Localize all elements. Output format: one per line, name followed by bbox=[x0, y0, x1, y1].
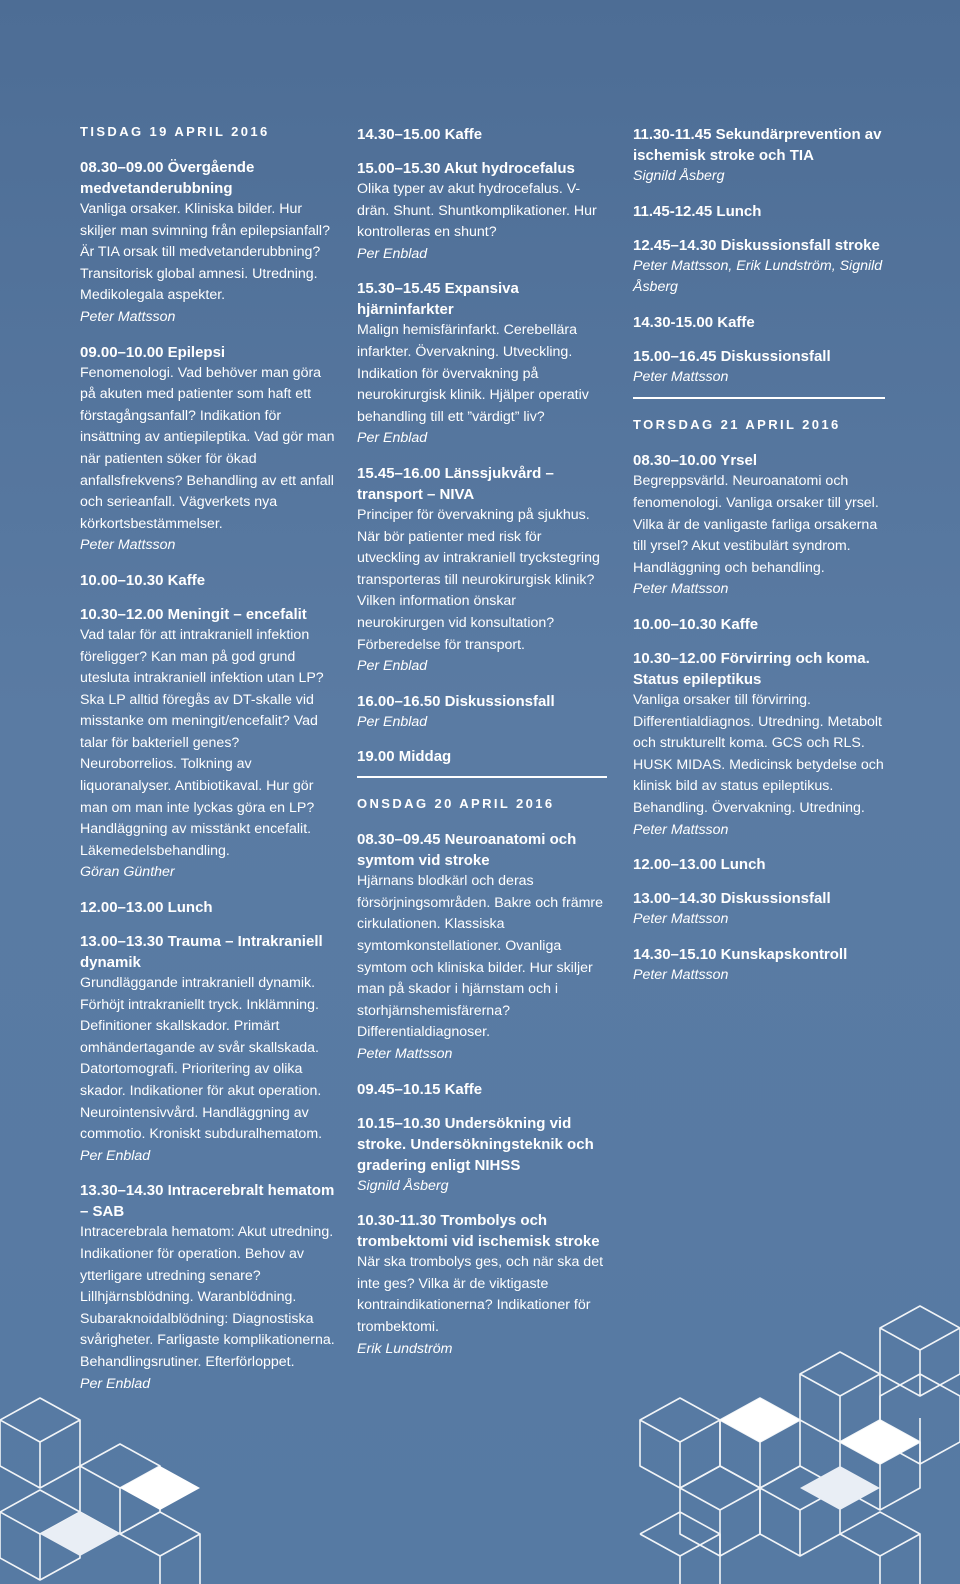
session-title: 11.45-12.45 Lunch bbox=[633, 202, 762, 220]
session-item bbox=[357, 746, 607, 767]
session-description: Principer för övervakning på sjukhus. När bör patienter med risk för utveckling av intrakraniell tryckstegring transporteras till neurokirurgisk klinik? Vilken information önskar neurokirurgen vid konsultation? Förberedelse för transport. bbox=[357, 506, 600, 653]
session-title: 09.45–10.15 Kaffe bbox=[357, 1080, 483, 1098]
session-title: 12.45–14.30 Diskussionsfall stroke bbox=[633, 236, 880, 254]
session-title: 14.30-15.00 Kaffe bbox=[633, 313, 755, 331]
session-title: 08.30–09.00 Övergående medvetanderubbning bbox=[80, 159, 255, 197]
session-item bbox=[633, 614, 885, 635]
session-speaker: Peter Mattsson bbox=[633, 821, 729, 838]
session-speaker: Peter Mattsson bbox=[80, 308, 176, 325]
session-speaker: Peter Mattsson bbox=[633, 911, 729, 928]
session-item bbox=[80, 931, 335, 1167]
session-title: 13.00–14.30 Diskussionsfall bbox=[633, 890, 831, 908]
session-item bbox=[633, 648, 885, 841]
session-title: 15.30–15.45 Expansiva hjärninfarkter bbox=[357, 280, 519, 319]
session-title: 15.00–16.45 Diskussionsfall bbox=[633, 347, 831, 365]
session-item bbox=[80, 157, 335, 329]
session-description: Vad talar för att intrakraniell infektion föreligger? Kan man på god grund utesluta intrakraniell infektion utan LP? Ska LP alltid föregås av DT-skalle vid misstanke om meningit/encefalit? Vad talar för bakteriell genes? Neuroborrelios. Tolkning av liquoranalyser. Antibiotikaval. Hur gör man om man inte lyckas göra en LP? Handläggning av misstänkt encefalit. Läkemedelsbehandling. bbox=[80, 626, 324, 859]
session-item bbox=[633, 312, 885, 333]
session-speaker: Signild Åsberg bbox=[357, 1177, 449, 1194]
session-speaker: Per Enblad bbox=[80, 1147, 151, 1164]
session-item bbox=[80, 342, 335, 557]
session-item bbox=[633, 944, 885, 987]
session-item bbox=[633, 235, 885, 299]
session-item bbox=[633, 888, 885, 931]
session-item bbox=[357, 158, 607, 265]
session-title: 10.30–12.00 Förvirring och koma. Status epileptikus bbox=[633, 649, 870, 688]
session-item bbox=[80, 897, 335, 918]
session-speaker: Peter Mattsson bbox=[633, 581, 729, 598]
session-description: Malign hemisfärinfarkt. Cerebellära infarkter. Övervakning. Utveckling. Indikation för övervakning på neurokirurgisk klinik. Hjälper operativ behandling till ett ”värdigt” liv? bbox=[357, 322, 589, 425]
session-title: 10.30–12.00 Meningit – encefalit bbox=[80, 605, 307, 623]
session-title: 10.00–10.30 Kaffe bbox=[633, 615, 759, 633]
session-description: Hjärnans blodkärl och deras försörjningsområden. Bakre och främre cirkulationen. Klassiska symtomkonstellationer. Ovanliga symtom och kliniska bilder. Hur skiljer man på skador i hjärnstam och i storhjärnshemisfärerna? Differentialdiagnoser. bbox=[357, 873, 604, 1041]
session-speaker: Per Enblad bbox=[80, 1375, 151, 1392]
session-description: Fenomenologi. Vad behöver man göra på akuten med patienter som haft ett förstagångsanfall? Indikation för insättning av antiepileptika. Vad gör man när patienten söker för ökad anfallsfrekvens? Behandling av ett anfall och serieanfall. Vägverkets nya körkortsbestämmelser. bbox=[80, 364, 335, 532]
session-title: 08.30–09.45 Neuroanatomi och symtom vid stroke bbox=[357, 831, 577, 870]
session-title: 13.30–14.30 Intracerebralt hematom – SAB bbox=[80, 1182, 335, 1221]
session-title: 15.00–15.30 Akut hydrocefalus bbox=[357, 160, 575, 177]
session-speaker: Per Enblad bbox=[357, 713, 428, 730]
day-heading: ONSDAG 20 APRIL 2016 bbox=[357, 796, 555, 812]
session-speaker: Peter Mattsson bbox=[80, 537, 176, 554]
session-item bbox=[357, 1113, 607, 1198]
session-speaker: Per Enblad bbox=[357, 245, 428, 262]
session-item bbox=[633, 346, 885, 389]
session-title: 12.00–13.00 Lunch bbox=[633, 856, 766, 874]
session-description: Vanliga orsaker. Kliniska bilder. Hur skiljer man svimning från epilepsianfall? Är TIA orsak till medvetanderubbning? Transitorisk global amnesi. Utredning. Medikolegala aspekter. bbox=[80, 201, 330, 304]
session-speaker: Erik Lundström bbox=[357, 1340, 453, 1357]
session-item bbox=[357, 463, 607, 678]
column-tuesday bbox=[80, 124, 335, 1408]
section-divider bbox=[357, 776, 607, 778]
session-speaker: Signild Åsberg bbox=[633, 168, 725, 184]
session-item bbox=[357, 124, 607, 145]
session-title: 10.15–10.30 Undersökning vid stroke. Undersökningsteknik och gradering enligt NIHSS bbox=[357, 1114, 594, 1174]
session-item bbox=[357, 829, 607, 1065]
column-right bbox=[633, 124, 885, 999]
session-item bbox=[80, 1180, 335, 1395]
session-title: 19.00 Middag bbox=[357, 748, 452, 766]
session-speaker: Per Enblad bbox=[357, 658, 428, 675]
session-title: 10.30-11.30 Trombolys och trombektomi vid ischemisk stroke bbox=[357, 1212, 600, 1251]
session-item bbox=[633, 201, 885, 222]
session-speaker: Peter Mattsson bbox=[357, 1046, 453, 1063]
section-divider bbox=[633, 397, 885, 399]
session-title: 12.00–13.00 Lunch bbox=[80, 899, 213, 917]
session-title: 15.45–16.00 Länssjukvård – transport – NIVA bbox=[357, 464, 554, 503]
session-title: 11.30-11.45 Sekundärprevention av ischemisk stroke och TIA bbox=[633, 126, 882, 164]
session-description: Olika typer av akut hydrocefalus. V-drän. Shunt. Shuntkomplikationer. Hur kontrolleras en shunt? bbox=[357, 181, 597, 241]
session-speaker: Peter Mattsson, Erik Lundström, Signild Åsberg bbox=[633, 257, 883, 296]
session-title: 13.00–13.30 Trauma – Intrakraniell dynamik bbox=[80, 933, 323, 972]
session-item bbox=[357, 1210, 607, 1360]
session-item bbox=[80, 604, 335, 884]
session-speaker: Göran Günther bbox=[80, 864, 175, 881]
session-speaker: Peter Mattsson bbox=[633, 368, 729, 385]
session-title: 14.30–15.00 Kaffe bbox=[357, 126, 483, 143]
session-item bbox=[357, 1079, 607, 1100]
session-title: 14.30–15.10 Kunskapskontroll bbox=[633, 945, 848, 963]
day-heading: TISDAG 19 APRIL 2016 bbox=[80, 124, 270, 139]
session-title: 10.00–10.30 Kaffe bbox=[80, 571, 206, 589]
session-item bbox=[633, 450, 885, 601]
session-description: När ska trombolys ges, och när ska det inte ges? Vilka är de viktigaste kontraindikationerna? Indikationer för trombektomi. bbox=[357, 1254, 604, 1335]
day-heading: TORSDAG 21 APRIL 2016 bbox=[633, 417, 841, 433]
session-title: 08.30–10.00 Yrsel bbox=[633, 452, 758, 470]
session-item bbox=[80, 570, 335, 591]
session-description: Begreppsvärld. Neuroanatomi och fenomenologi. Vanliga orsaker till yrsel. Vilka är de vanligaste farliga orsakerna till yrsel? Akut vestibulärt syndrom. Handläggning och behandling. bbox=[633, 473, 879, 576]
session-item bbox=[357, 691, 607, 734]
session-title: 16.00–16.50 Diskussionsfall bbox=[357, 692, 555, 710]
column-middle bbox=[357, 124, 607, 1373]
session-description: Vanliga orsaker till förvirring. Differentialdiagnos. Utredning. Metabolt och strukturellt koma. GCS och RLS. HUSK MIDAS. Medicinsk betydelse och klinisk bild av status epileptikus. Behandling. Övervakning. Utredning. bbox=[633, 691, 884, 816]
session-item bbox=[357, 278, 607, 450]
session-title: 09.00–10.00 Epilepsi bbox=[80, 343, 226, 361]
session-speaker: Per Enblad bbox=[357, 430, 428, 447]
session-item bbox=[633, 854, 885, 875]
session-speaker: Peter Mattsson bbox=[633, 966, 729, 983]
session-description: Intracerebrala hematom: Akut utredning. Indikationer för operation. Behov av ytterligare utredning senare? Lillhjärnsblödning. Waranblödning. Subaraknoidalblödning: Diagnostiska svårigheter. Farligaste komplikationerna. Behandlingsrutiner. Efterförloppet. bbox=[80, 1224, 335, 1370]
session-item bbox=[633, 124, 885, 188]
session-description: Grundläggande intrakraniell dynamik. Förhöjt intrakraniellt tryck. Inklämning. Definitioner skallskador. Primärt omhändertagande av svår skallskada. Datortomografi. Prioritering av olika skador. Indikationer för akut operation. Neurointensivvård. Handläggning av commotio. Kroniskt subduralhematom. bbox=[80, 975, 323, 1143]
